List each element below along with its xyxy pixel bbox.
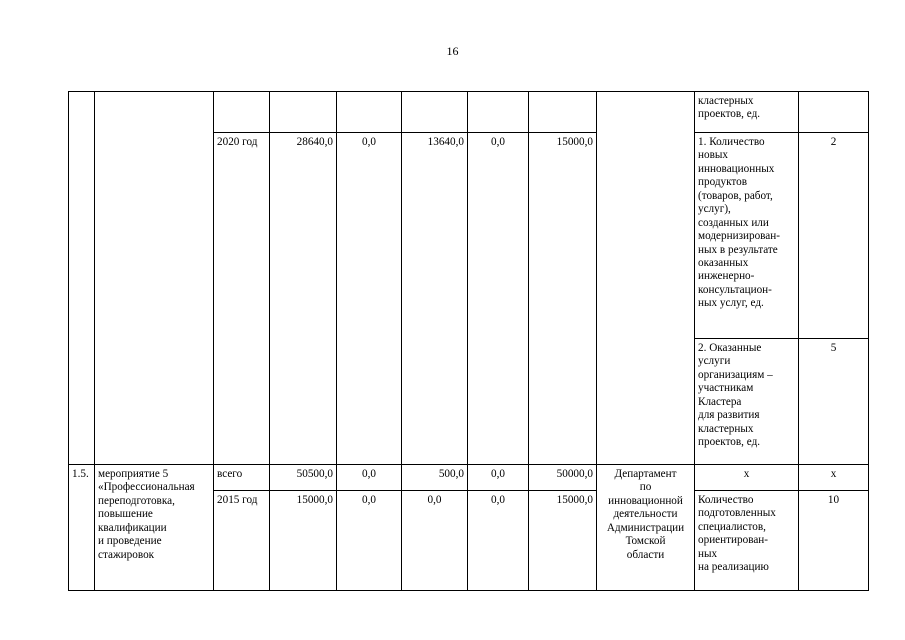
item-number-cell: 1.5.	[69, 465, 95, 591]
item-name-cell: мероприятие 5 «Профессиональная переподготовка, повышение квалификации и проведение стажировок	[95, 465, 214, 591]
indicator-cell: кластерных проектов, ед.	[695, 92, 799, 133]
page-number: 16	[446, 44, 459, 58]
indicator-value-cell: х	[799, 465, 869, 491]
extra-cell: 15000,0	[529, 491, 597, 591]
total-cell: 15000,0	[270, 491, 337, 591]
total-cell: 50500,0	[270, 465, 337, 491]
table-row	[69, 465, 869, 491]
regional-cell: 0,0	[402, 491, 468, 591]
period-cell	[214, 92, 270, 133]
local-cell: 0,0	[468, 133, 529, 465]
indicator-value-cell: 5	[799, 339, 869, 465]
total-cell	[270, 92, 337, 133]
indicator-cell: Количество подготовленных специалистов, ориентирован- ных на реализацию	[695, 491, 799, 591]
program-table	[68, 91, 869, 591]
extra-cell	[529, 92, 597, 133]
indicator-value-cell	[799, 92, 869, 133]
number-cell-empty	[69, 92, 95, 465]
federal-cell: 0,0	[337, 491, 402, 591]
regional-cell: 500,0	[402, 465, 468, 491]
federal-cell: 0,0	[337, 133, 402, 465]
regional-cell	[402, 92, 468, 133]
federal-cell	[337, 92, 402, 133]
executor-cell: Департамент по инновационной деятельности Администрации Томской области	[597, 465, 695, 591]
table-row	[69, 92, 869, 133]
indicator-cell: х	[695, 465, 799, 491]
extra-cell: 50000,0	[529, 465, 597, 491]
indicator-cell: 2. Оказанные услуги организациям – участникам Кластера для развития кластерных проектов, ед.	[695, 339, 799, 465]
local-cell	[468, 92, 529, 133]
name-cell-empty	[95, 92, 214, 465]
period-cell: 2015 год	[214, 491, 270, 591]
period-cell: 2020 год	[214, 133, 270, 465]
indicator-cell: 1. Количество новых инновационных продуктов (товаров, работ, услуг), созданных или модернизирован- ных в результате оказанных инженерно- консультацион- ных услуг, ед.	[695, 133, 799, 339]
local-cell: 0,0	[468, 491, 529, 591]
executor-cell-empty	[597, 92, 695, 465]
local-cell: 0,0	[468, 465, 529, 491]
total-cell: 28640,0	[270, 133, 337, 465]
indicator-value-cell: 2	[799, 133, 869, 339]
regional-cell: 13640,0	[402, 133, 468, 465]
indicator-value-cell: 10	[799, 491, 869, 591]
federal-cell: 0,0	[337, 465, 402, 491]
period-cell: всего	[214, 465, 270, 491]
extra-cell: 15000,0	[529, 133, 597, 465]
